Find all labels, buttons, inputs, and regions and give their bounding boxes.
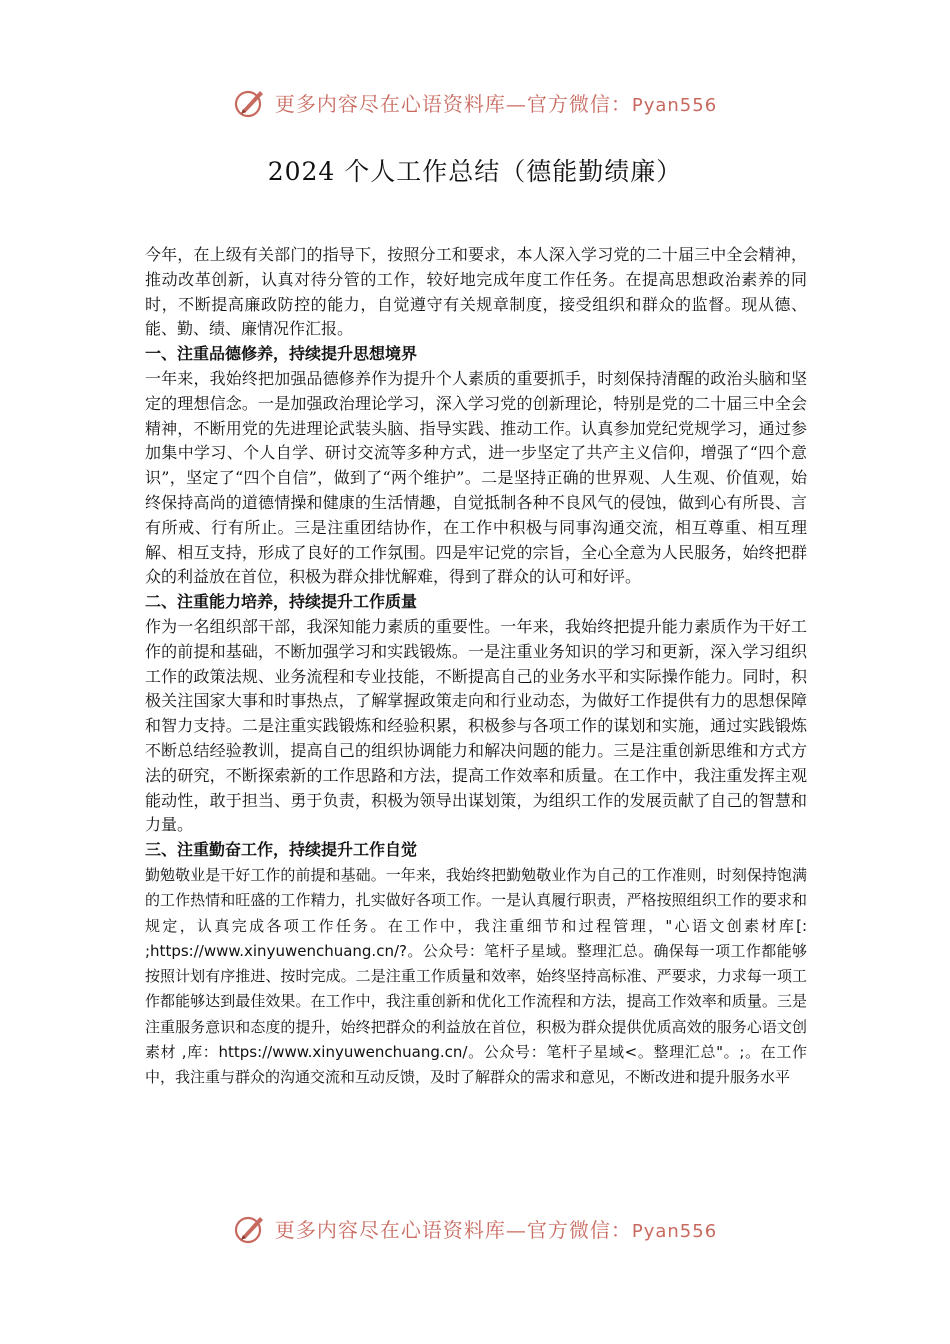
section-heading-3: 三、注重勤奋工作，持续提升工作自觉 — [145, 840, 418, 860]
watermark-banner-bottom — [0, 1208, 950, 1248]
quill-pen-logo-icon — [233, 85, 267, 119]
section-heading-2: 二、注重能力培养，持续提升工作质量 — [145, 592, 418, 612]
intro-paragraph: 今年，在上级有关部门的指导下，按照分工和要求，本人深入学习党的二十届三中全会精神，推动改革创新，认真对待分管的工作，较好地完成年度工作任务。在提高思想政治素养的同时，不断提高廉政防控的能力，自觉遵守有关规章制度，接受组织和群众的监督。现从德、能、勤、绩、廉情况作汇报。 — [145, 245, 807, 339]
document-body — [145, 243, 807, 1091]
quill-pen-logo-icon — [233, 1211, 267, 1245]
section-body-3: 勤勉敬业是干好工作的前提和基础。一年来，我始终把勤勉敬业作为自己的工作准则，时刻保持饱满的工作热情和旺盛的工作精力，扎实做好各项工作。一是认真履行职责，严格按照组织工作的要求和规定，认真完成各项工作任务。在工作中，我注重细节和过程管理，"心语文创素材库[: ;https://www.xinyuwenchuang.cn/?。公众号：笔杆子星域。整理汇总。确保每一项工作都能够按照计划有序推进、按时完成。二是注重工作质量和效率，始终坚持高标准、严要求，力求每一项工作都能够达到最佳效果。在工作中，我注重创新和优化工作流程和方法，提高工作效率和质量。三是注重服务意识和态度的提升，始终把群众的利益放在首位，积极为群众提供优质高效的服务心语文创素材 ,库：https://www.xinyuwenchuang.cn/。公众号：笔杆子星域<。整理汇总"。;。在工作中，我注重与群众的沟通交流和互动反馈，及时了解群众的需求和意见，不断改进和提升服务水平 — [145, 865, 807, 1087]
section-body-2: 作为一名组织部干部，我深知能力素质的重要性。一年来，我始终把提升能力素质作为干好工作的前提和基础，不断加强学习和实践锻炼。一是注重业务知识的学习和更新，深入学习组织工作的政策法规、业务流程和专业技能，不断提高自己的业务水平和实际操作能力。同时，积极关注国家大事和时事热点，了解掌握政策走向和行业动态，为做好工作提供有力的思想保障和智力支持。二是注重实践锻炼和经验积累，积极参与各项工作的谋划和实施，通过实践锻炼不断总结经验教训，提高自己的组织协调能力和解决问题的能力。三是注重创新思维和方式方法的研究，不断探索新的工作思路和方法，提高工作效率和质量。在工作中，我注重发挥主观能动性，敢于担当、勇于负责，积极为领导出谋划策，为组织工作的发展贡献了自己的智慧和力量。 — [145, 616, 807, 835]
watermark-text: 更多内容尽在心语资料库—官方微信：Pyan556 — [274, 1217, 718, 1242]
watermark-text: 更多内容尽在心语资料库—官方微信：Pyan556 — [274, 91, 718, 116]
wechat-id: Pyan556 — [631, 94, 718, 116]
section-heading-1: 一、注重品德修养，持续提升思想境界 — [145, 344, 418, 364]
section-body-1: 一年来，我始终把加强品德修养作为提升个人素质的重要抓手，时刻保持清醒的政治头脑和坚定的理想信念。一是加强政治理论学习，深入学习党的创新理论，特别是党的二十届三中全会精神，不断用党的先进理论武装头脑、指导实践、推动工作。认真参加党纪党规学习，通过参加集中学习、个人自学、研讨交流等多种方式，进一步坚定了共产主义信仰，增强了“四个意识”，坚定了“四个自信”，做到了“两个维护”。二是坚持正确的世界观、人生观、价值观，始终保持高尚的道德情操和健康的生活情趣，自觉抵制各种不良风气的侵蚀，做到心有所畏、言有所戒、行有所止。三是注重团结协作，在工作中积极与同事沟通交流，相互尊重、相互理解、相互支持，形成了良好的工作氛围。四是牢记党的宗旨，全心全意为人民服务，始终把群众的利益放在首位，积极为群众排忧解难，得到了群众的认可和好评。 — [145, 368, 807, 587]
wechat-id: Pyan556 — [631, 1220, 718, 1242]
watermark-banner-top — [0, 82, 950, 122]
document-title: 2024 个人工作总结（德能勤绩廉） — [267, 157, 683, 186]
